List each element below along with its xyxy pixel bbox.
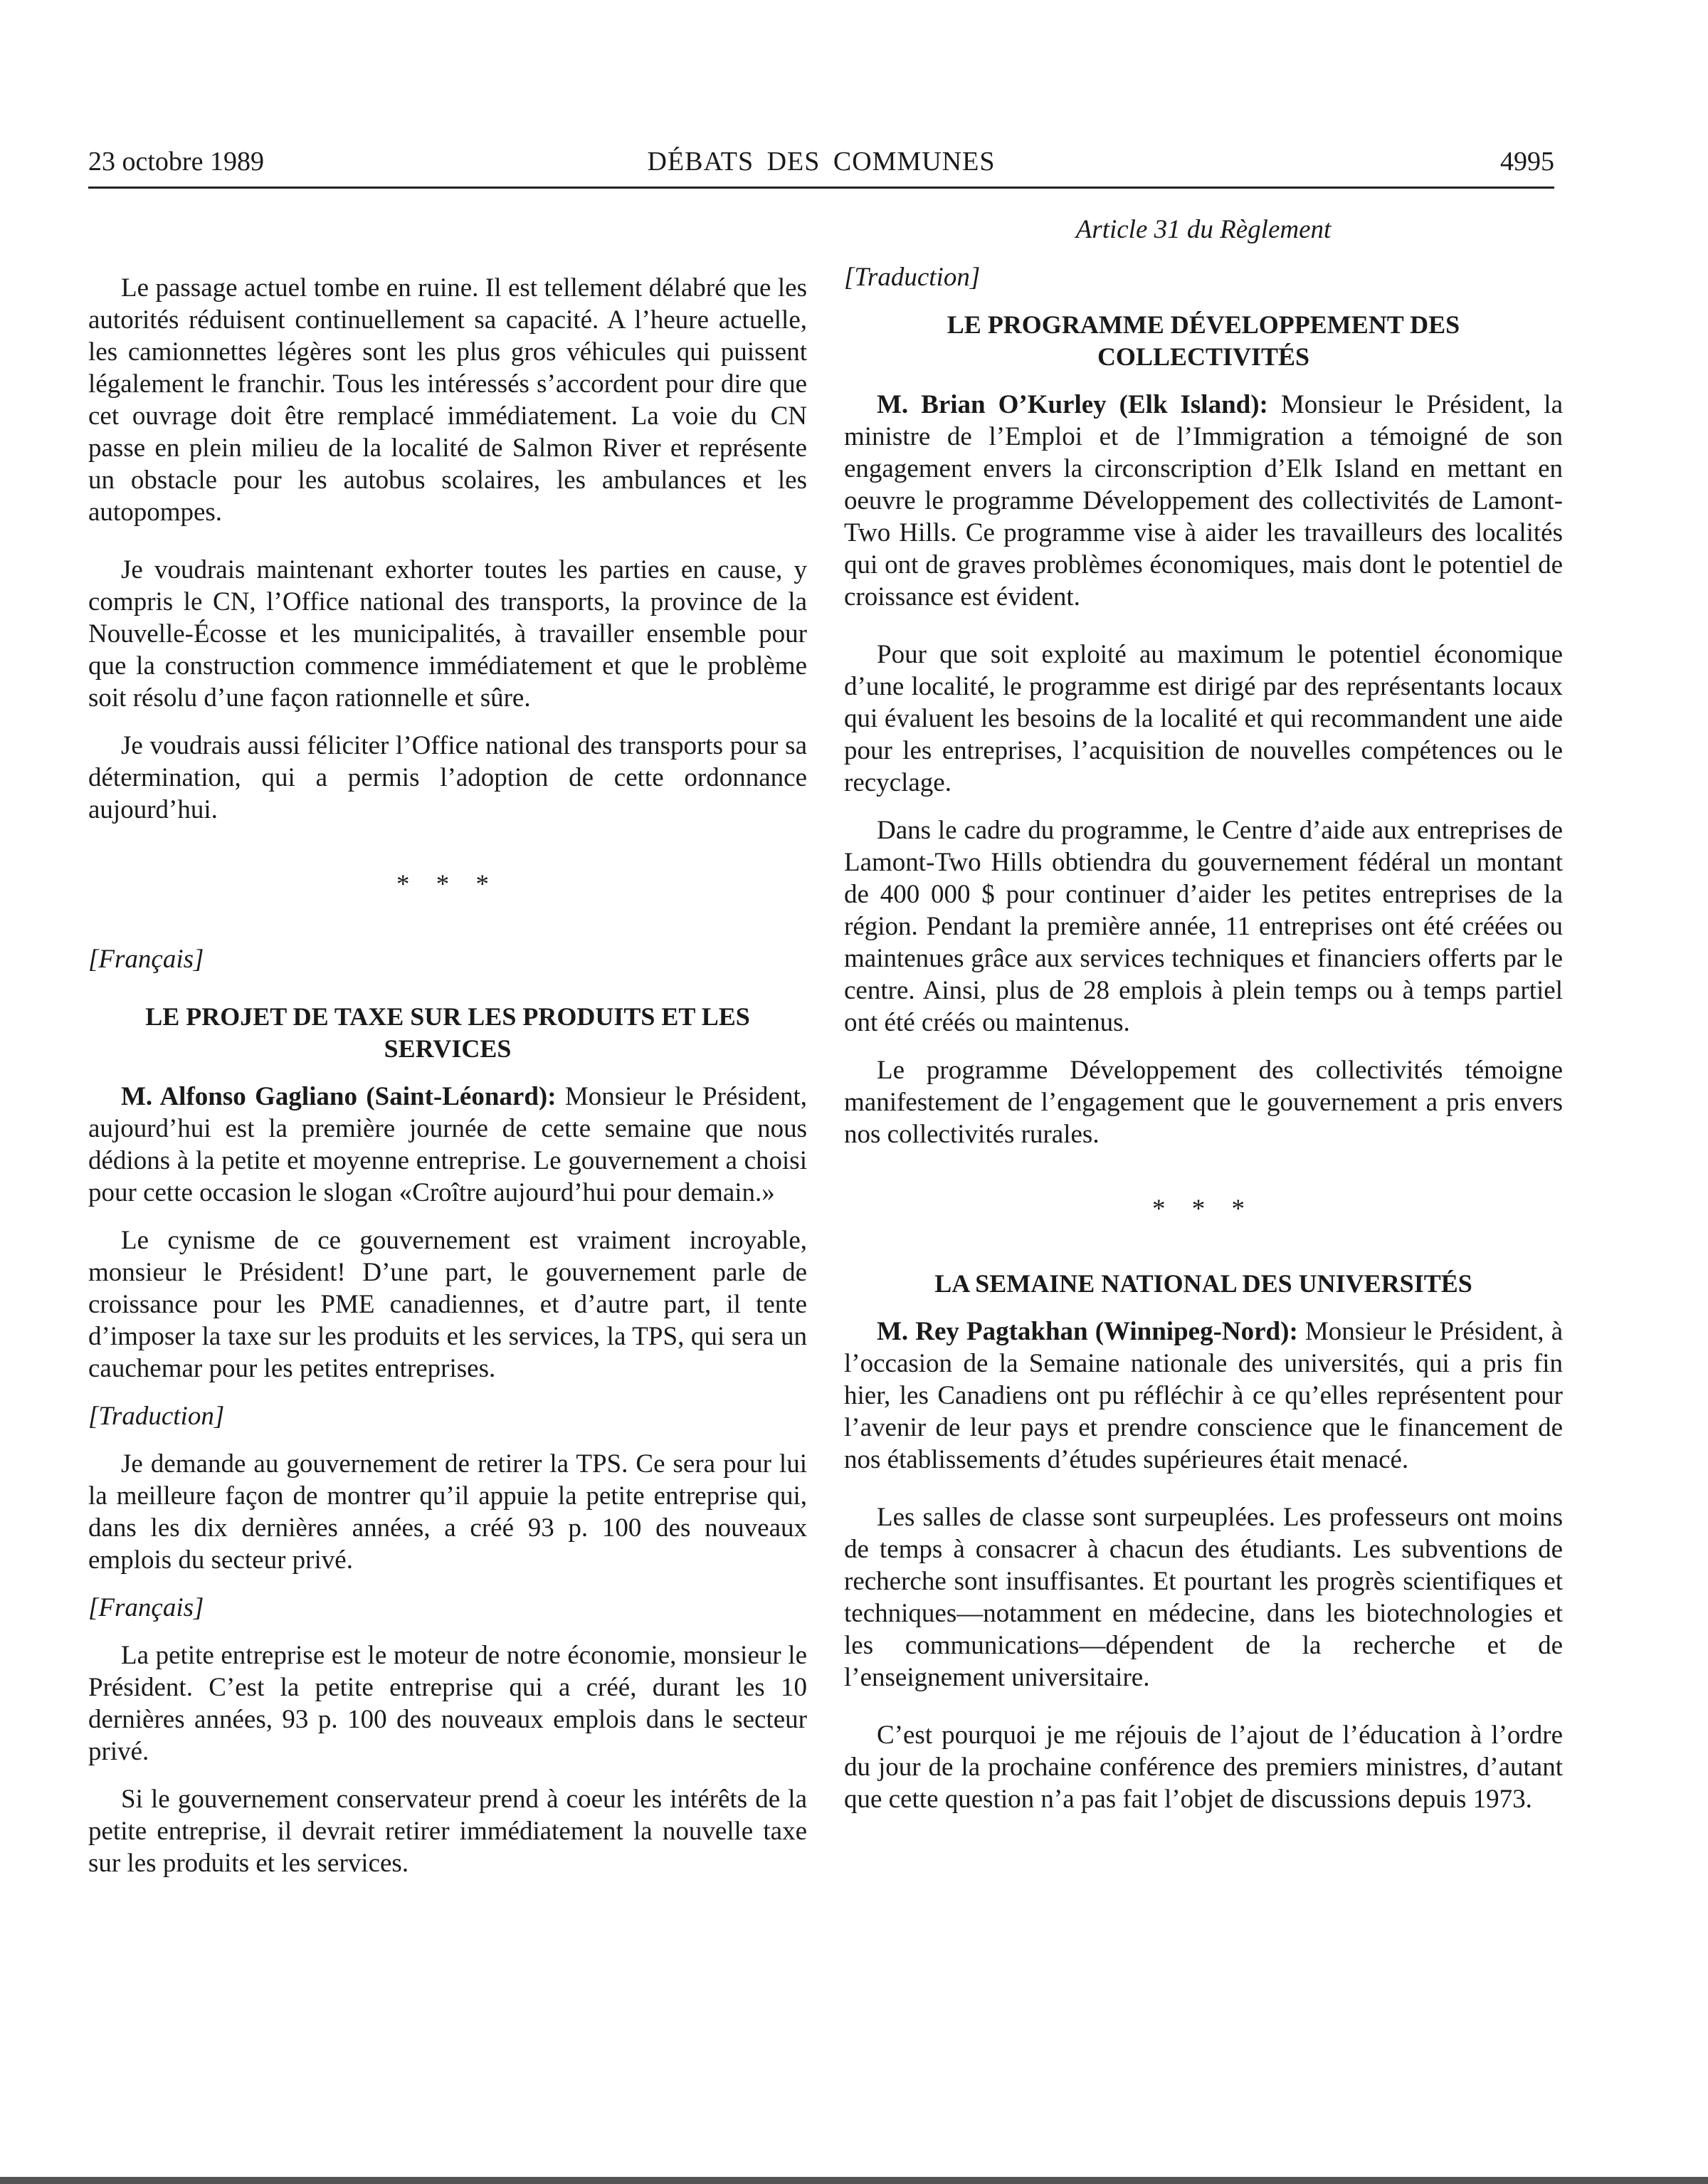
section-heading: LA SEMAINE NATIONAL DES UNIVERSITÉS — [934, 1269, 1472, 1298]
speech-text: Monsieur le Président, aujourd’hui est la première journée de cette semaine que nous dédions à la petite et moyenne entreprise. Le gouvernement a choisi pour cette occasion le slogan «Croître aujourd’hui pour demain.» — [88, 1082, 807, 1207]
section-separator: * * * — [396, 870, 499, 899]
speaker-name: M. Alfonso Gagliano (Saint-Léonard): — [121, 1082, 557, 1111]
paragraph: Je voudrais aussi féliciter l’Office national des transports pour sa détermination, qui a permis l’adoption de cette ordonnance aujourd’hui. — [88, 731, 807, 824]
scan-edge — [0, 2177, 1708, 2184]
paragraph: C’est pourquoi je me réjouis de l’ajout de l’éducation à l’ordre du jour de la prochaine conférence des premiers ministres, d’autant que cette question n’a pas fait l’objet de discussions depuis 1973. — [844, 1721, 1563, 1814]
paragraph — [844, 1316, 1563, 1476]
section-heading: LE PROGRAMME DÉVELOPPEMENT DES COLLECTIVITÉS — [947, 310, 1460, 371]
paragraph: Dans le cadre du programme, le Centre d’aide aux entreprises de Lamont-Two Hills obtiendra du gouvernement fédéral un montant de 400 000 $ pour continuer d’aider les petites entreprises de la région. Pendant la première année, 11 entreprises ont été créées ou maintenues grâce aux services techniques et financiers offerts par le centre. Ainsi, plus de 28 emplois à plein temps ou à temps partiel ont été créés ou maintenus. — [844, 816, 1563, 1037]
page-number: 4995 — [1500, 147, 1554, 177]
paragraph — [844, 389, 1563, 613]
header-date: 23 octobre 1989 — [88, 147, 264, 177]
page-header — [88, 142, 1554, 189]
speech-text: Monsieur le Président, la ministre de l’Emploi et de l’Immigration a témoigné de son engagement envers la circonscription d’Elk Island en mettant en oeuvre le programme Développement des collectivités de Lamont-Two Hills. Ce programme vise à aider les travailleurs des localités qui ont de graves problèmes économiques, mais dont le potentiel de croissance est évident. — [844, 390, 1563, 611]
paragraph: Si le gouvernement conservateur prend à coeur les intérêts de la petite entreprise, il devrait retirer immédiatement la nouvelle taxe sur les produits et les services. — [88, 1785, 807, 1878]
header-title: DÉBATS DES COMMUNES — [647, 147, 996, 177]
left-column — [88, 214, 807, 1879]
paragraph: Les salles de classe sont surpeuplées. Les professeurs ont moins de temps à consacrer à chacun des étudiants. Les subventions de recherche sont insuffisantes. Et pourtant les progrès scientifiques et techniques—notamment en médecine, dans les biotechnologies et les communications—dépendent de la recherche et de l’enseignement universitaire. — [844, 1503, 1563, 1692]
section-heading: LE PROJET DE TAXE SUR LES PRODUITS ET LES SERVICES — [145, 1002, 750, 1063]
paragraph: Le cynisme de ce gouvernement est vraiment incroyable, monsieur le Président! D’une part, le gouvernement parle de croissance pour les PME canadiennes, et d’autre part, il tente d’imposer la taxe sur les produits et les services, la TPS, qui sera un cauchemar pour les petites entreprises. — [88, 1226, 807, 1383]
right-column — [844, 214, 1563, 1815]
paragraph: Le passage actuel tombe en ruine. Il est tellement délabré que les autorités réduisent continuellement sa capacité. A l’heure actuelle, les camionnettes légères sont les plus gros véhicules qui puissent légalement le franchir. Tous les intéressés s’accordent pour dire que cet ouvrage doit être remplacé immédiatement. La voie du CN passe en plein milieu de la localité de Salmon River et représente un obstacle pour les autobus scolaires, les ambulances et les autopompes. — [88, 273, 807, 527]
paragraph: La petite entreprise est le moteur de notre économie, monsieur le Président. C’est la petite entreprise qui a créé, durant les 10 dernières années, 93 p. 100 des nouveaux emplois dans le secteur privé. — [88, 1641, 807, 1766]
speaker-name: M. Rey Pagtakhan (Winnipeg-Nord): — [877, 1317, 1298, 1346]
language-marker: [Français] — [88, 1593, 204, 1622]
language-marker: [Français] — [88, 945, 204, 974]
language-marker: [Traduction] — [88, 1402, 225, 1431]
paragraph: Le programme Développement des collectivités témoigne manifestement de l’engagement que le gouvernement a pris envers nos collectivités rurales. — [844, 1056, 1563, 1149]
speech-text: Monsieur le Président, à l’occasion de la Semaine nationale des universités, qui a pris fin hier, les Canadiens ont pu réfléchir à ce qu’elles représentent pour l’avenir de leur pays et prendre conscience que le financement de nos établissements d’études supérieures était menacé. — [844, 1317, 1563, 1474]
section-separator: * * * — [1152, 1195, 1255, 1224]
paragraph: Je voudrais maintenant exhorter toutes les parties en cause, y compris le CN, l’Office national des transports, la province de la Nouvelle-Écosse et les municipalités, à travailler ensemble pour que la construction commence immédiatement et que le problème soit résolu d’une façon rationnelle et sûre. — [88, 555, 807, 713]
language-marker: [Traduction] — [844, 263, 981, 292]
speaker-name: M. Brian O’Kurley (Elk Island): — [877, 390, 1268, 419]
paragraph: Pour que soit exploité au maximum le potentiel économique d’une localité, le programme est dirigé par des représentants locaux qui évaluent les besoins de la localité et qui recommandent une aide pour les entreprises, l’acquisition de nouvelles compétences ou le recyclage. — [844, 640, 1563, 797]
paragraph: Je demande au gouvernement de retirer la TPS. Ce sera pour lui la meilleure façon de montrer qu’il appuie la petite entreprise qui, dans les dix dernières années, a créé 93 p. 100 des nouveaux emplois du secteur privé. — [88, 1449, 807, 1575]
article-reference: Article 31 du Règlement — [1075, 215, 1332, 244]
paragraph — [88, 1081, 807, 1209]
